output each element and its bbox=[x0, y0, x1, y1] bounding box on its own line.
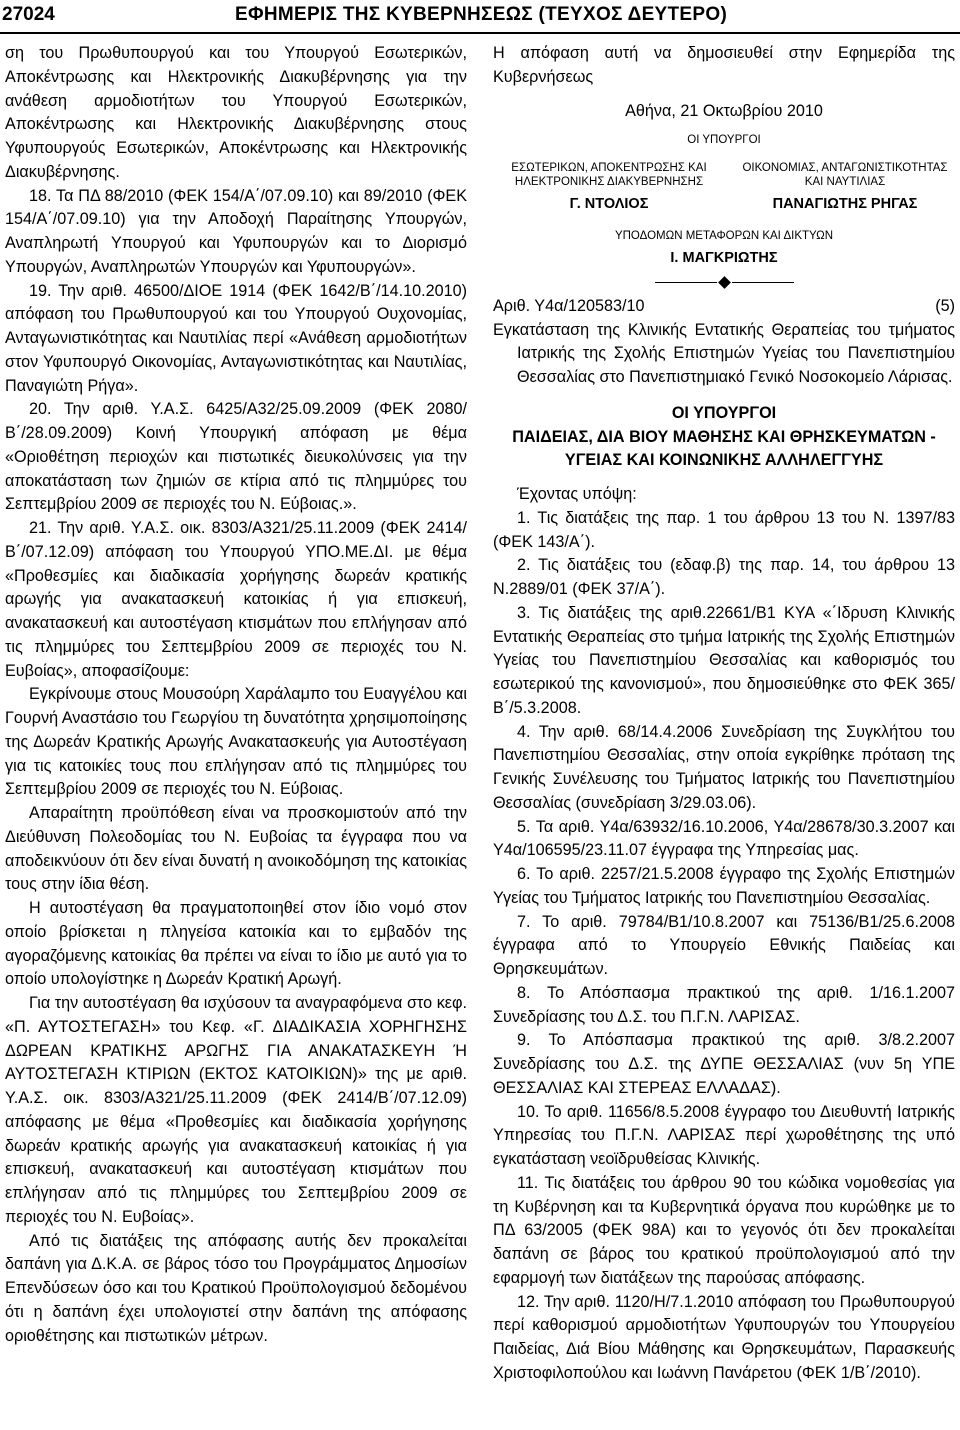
paragraph: ση του Πρωθυπουργού και του Υπουργού Εσωτερικών, Αποκέντρωσης και Ηλεκτρονικής Διακυβέρνησης για την ανάθεση αρμοδιοτήτων του Υπουργού Εσωτερικών, Αποκέντρωσης και Ηλεκτρονικής Διακυβέρνησης στους Υφυπουργούς Εσωτερικών, Αποκέντρωσης και Ηλεκτρονικής Διακυβέρνησης. bbox=[5, 44, 467, 181]
recital: 7. Το αριθ. 79784/Β1/10.8.2007 και 75136/Β1/25.6.2008 έγγραφα από το Υπουργείο Εθνικής Παιδείας και Θρησκευμάτων. bbox=[493, 912, 955, 978]
paragraph: 21. Την αριθ. Υ.Α.Σ. οικ. 8303/Α321/25.11.2009 (ΦΕΚ 2414/Β΄/07.12.09) απόφαση του Υπουργού ΥΠΟ.ΜΕ.ΔΙ. με θέμα «Προθεσμίες και διαδικασία χορήγησης δωρεάν κρατικής αρωγής για ανακατασκευή κατοικίας ή για επισκευή, ανακατασκευή και αυτοστέγαση κτισμάτων που επλήγησαν από τις πλημμύρες του Σεπτεμβρίου 2009 σε περιοχές του Ν. Ευβοίας», αποφασίζουμε: bbox=[5, 519, 467, 680]
recital: 11. Τις διατάξεις του άρθρου 90 του κώδικα νομοθεσίας για τη Κυβέρνηση και τα Κυβερνητικά όργανα που κυρώθηκε με το ΠΔ 63/2005 (ΦΕΚ 98Α) και το γεγονός ότι δεν προκαλείται δαπάνη σε βάρος του κρατικού προϋπολογισμού από την εφαρμογή των διατάξεων της παρούσας απόφασης. bbox=[493, 1173, 955, 1287]
page-header bbox=[0, 0, 960, 34]
place-date: Αθήνα, 21 Οκτωβρίου 2010 bbox=[625, 101, 823, 120]
signature-name: Ι. ΜΑΓΚΡΙΩΤΗΣ bbox=[670, 250, 778, 266]
publication-order: Η απόφαση αυτή να δημοσιευθεί στην Εφημερίδα της Κυβερνήσεως bbox=[493, 44, 955, 86]
recital: 4. Την αριθ. 68/14.4.2006 Συνεδρίαση της Συγκλήτου του Πανεπιστημίου Θεσσαλίας, στην οποία εγκρίθηκε πρόταση της Γενικής Συνέλευσης του Τμήματος Ιατρικής του Πανεπιστημίου Θεσσαλίας (συνεδρίαση 3/29.03.06). bbox=[493, 722, 955, 812]
left-column bbox=[5, 42, 467, 1348]
decision-number-row bbox=[493, 295, 955, 319]
recital: 3. Τις διατάξεις της αριθ.22661/Β1 ΚΥΑ «΄Ιδρυση Κλινικής Εντατικής Θεραπείας στο τμήμα Ιατρικής της Σχολής Επιστημών Υγείας του Πανεπιστημίου Θεσσαλίας και καθορισμός του εσωτερικού της κανονισμού», που δημοσιεύθηκε στο ΦΕΚ 365/Β΄/5.3.2008. bbox=[493, 603, 955, 717]
paragraph: Απαραίτητη προϋπόθεση είναι να προσκομιστούν από την Διεύθυνση Πολεοδομίας του Ν. Ευβοίας τα έγγραφα που να αποδεικνύουν ότι δεν είναι δυνατή η ανοικοδόμηση της κατοικίας τους στην ίδια θέση. bbox=[5, 804, 467, 894]
paragraph: Εγκρίνουμε στους Μουσούρη Χαράλαμπο του Ευαγγέλου και Γουρνή Αναστάσιο του Γεωργίου τη δυνατότητα χρησιμοποίησης της Δωρεάν Κρατικής Αρωγής Ανακατασκευής για Αυτοστέγαση για τις κατοικίες τους που επλήγησαν από τις πλημμύρες του Σεπτεμβρίου 2009 σε περιοχές του Ν. Εύβοιας. bbox=[5, 685, 467, 799]
recital: 8. Το Απόσπασμα πρακτικού της αριθ. 1/16.1.2007 Συνεδρίασης του Δ.Σ. του Π.Γ.Ν. ΛΑΡΙΣΑΣ. bbox=[493, 983, 955, 1026]
section-divider bbox=[493, 278, 955, 287]
recital: 1. Τις διατάξεις της παρ. 1 του άρθρου 13 του Ν. 1397/83 (ΦΕΚ 143/Α΄). bbox=[493, 508, 955, 551]
signatures-row bbox=[493, 161, 955, 217]
recital: 2. Τις διατάξεις του (εδαφ.β) της παρ. 14, του άρθρου 13 Ν.2889/01 (ΦΕΚ 37/Α΄). bbox=[493, 556, 955, 598]
page-number: 27024 bbox=[2, 4, 55, 25]
signature-economy bbox=[735, 161, 955, 217]
ministries-heading: ΠΑΙΔΕΙΑΣ, ΔΙΑ ΒΙΟΥ ΜΑΘΗΣΗΣ ΚΑΙ ΘΡΗΣΚΕΥΜΑΤΩΝ - ΥΓΕΙΑΣ ΚΑΙ ΚΟΙΝΩΝΙΚΗΣ ΑΛΛΗΛΕΓΓΥΗΣ bbox=[512, 427, 936, 470]
recital: 10. Το αριθ. 11656/8.5.2008 έγγραφο του Διευθυντή Ιατρικής Υπηρεσίας του Π.Γ.Ν. ΛΑΡΙΣΑΣ περί χωροθέτησης της υπό εγκατάσταση νεοϊδρυθείσας Κλινικής. bbox=[493, 1102, 955, 1168]
paragraph: Η αυτοστέγαση θα πραγματοποιηθεί στον ίδιο νομό στον οποίο βρίσκεται η πληγείσα κατοικία και το εμβαδόν της αγοραζόμενης κατοικίας θα πρέπει να είναι το ίδιο με αυτό για το οποίο υπολογίστηκε η Δωρεάν Κρατική Αρωγή. bbox=[5, 899, 467, 989]
signature-infrastructure bbox=[493, 229, 955, 271]
paragraph: Για την αυτοστέγαση θα ισχύσουν τα αναγραφόμενα στο κεφ. «Π. ΑΥΤΟΣΤΕΓΑΣΗ» του Κεφ. «Γ. ΔΙΑΔΙΚΑΣΙΑ ΧΟΡΗΓΗΣΗΣ ΔΩΡΕΑΝ ΚΡΑΤΙΚΗΣ ΑΡΩΓΗΣ ΓΙΑ ΑΝΑΚΑΤΑΣΚΕΥΗ Ή ΑΥΤΟΣΤΕΓΑΣΗ ΚΤΙΡΙΩΝ (ΕΚΤΟΣ ΚΑΤΟΙΚΙΩΝ)» της με αριθ. Υ.Α.Σ. οικ. 8303/Α321/25.11.2009 (ΦΕΚ 2414/Β΄/07.12.09) απόφασης με θέμα «Προθεσμίες και διαδικασία χορήγησης δωρεάν κρατικής αρωγής για ανακατασκευή κατοικίας ή για επισκευή, ανακατασκευή και αυτοστέγαση κτισμάτων που επλήγησαν από τις πλημμύρες του Σεπτεμβρίου 2009 σε περιοχές του Ν. Ευβοίας». bbox=[5, 994, 467, 1226]
paragraph: 18. Τα ΠΔ 88/2010 (ΦΕΚ 154/Α΄/07.09.10) και 89/2010 (ΦΕΚ 154/Α΄/07.09.10) για την Αποδοχή Παραίτησης Υπουργών, Αναπληρωτή Υπουργού και Υφυπουργών και το Διορισμό Υπουργών, Αναπληρωτών Υπουργών και Υφυπουργών». bbox=[5, 186, 467, 276]
decision-title: Εγκατάσταση της Κλινικής Εντατικής Θεραπείας του τμήματος Ιατρικής της Σχολής Επιστημών Υγείας του Πανεπιστημίου Θεσσαλίας στο Πανεπιστημιακό Γενικό Νοσοκομείο Λάρισας. bbox=[493, 320, 955, 386]
signature-title: ΕΣΩΤΕΡΙΚΩΝ, ΑΠΟΚΕΝΤΡΩΣΗΣ ΚΑΙ ΗΛΕΚΤΡΟΝΙΚΗΣ ΔΙΑΚΥΒΕΡΝΗΣΗΣ bbox=[511, 162, 707, 189]
paragraph: 19. Την αριθ. 46500/ΔΙΟΕ 1914 (ΦΕΚ 1642/Β΄/14.10.2010) απόφαση του Πρωθυπουργού και του Υπουργού Ουχονομίας, Ανταγωνιστικότητας και Ναυτιλίας περί «Ανάθεση αρμοδιοτήτων στον Υφυπουργό Οικονομίας, Ανταγωνιστικότητας και Ναυτιλίας, Παναγιώτη Ρήγα». bbox=[5, 281, 467, 395]
considering-label: Έχοντας υπόψη: bbox=[517, 485, 637, 503]
recital: 5. Τα αριθ. Υ4α/63932/16.10.2006, Υ4α/28678/30.3.2007 και Υ4α/106595/23.11.07 έγγραφα της Υπηρεσίας μας. bbox=[493, 817, 955, 860]
signature-interior bbox=[493, 161, 725, 217]
gazette-title: ΕΦΗΜΕΡΙΣ ΤΗΣ ΚΥΒΕΡΝΗΣΕΩΣ (ΤΕΥΧΟΣ ΔΕΥΤΕΡΟ) bbox=[235, 4, 728, 25]
signature-title: ΥΠΟΔΟΜΩΝ ΜΕΤΑΦΟΡΩΝ ΚΑΙ ΔΙΚΤΥΩΝ bbox=[614, 230, 834, 242]
paragraph: 20. Την αριθ. Υ.Α.Σ. 6425/Α32/25.09.2009 (ΦΕΚ 2080/Β΄/28.09.2009) Κοινή Υπουργική απόφαση με θέμα «Οριοθέτηση περιοχών και πιστωτικές διευκολύνσεις για την αποκατάσταση των ζημιών σε κτίρια από τις πλημμύρες του Σεπτεμβρίου 2009 σε περιοχές του Ν. Εύβοιας.». bbox=[5, 400, 467, 514]
signature-title: ΟΙΚΟΝΟΜΙΑΣ, ΑΝΤΑΓΩΝΙΣΤΙΚΟΤΗΤΑΣ ΚΑΙ ΝΑΥΤΙΛΙΑΣ bbox=[742, 162, 948, 189]
ministers-heading: ΟΙ ΥΠΟΥΡΓΟΙ bbox=[671, 403, 777, 422]
paragraph: Από τις διατάξεις της απόφασης αυτής δεν προκαλείται δαπάνη για Δ.Κ.Α. σε βάρος τόσο του Προγράμματος Δημοσίων Επενδύσεων όσο και του Κρατικού Προϋπολογισμού δεδομένου ότι η δαπάνη έχει υπολογιστεί στην δαπάνη της απόφασης οριοθέτησης και πιστωτικών μέτρων. bbox=[5, 1231, 467, 1345]
right-column bbox=[493, 42, 955, 1386]
signature-name: Γ. ΝΤΟΛΙΟΣ bbox=[569, 196, 649, 213]
recital: 9. Το Απόσπασμα πρακτικού της αριθ. 3/8.2.2007 Συνεδρίασης του Δ.Σ. της ΔΥΠΕ ΘΕΣΣΑΛΙΑΣ (νυν 5η ΥΠΕ ΘΕΣΣΑΛΙΑΣ ΚΑΙ ΣΤΕΡΕΑΣ ΕΛΛΑΔΑΣ). bbox=[493, 1031, 955, 1097]
decision-index: (5) bbox=[935, 296, 955, 315]
signature-name: ΠΑΝΑΓΙΩΤΗΣ ΡΗΓΑΣ bbox=[772, 196, 918, 213]
recital: 6. Το αριθ. 2257/21.5.2008 έγγραφο της Σχολής Επιστημών Υγείας του Τμήματος Ιατρικής του Πανεπιστημίου Θεσσαλίας. bbox=[493, 865, 955, 907]
recital: 12. Την αριθ. 1120/Η/7.1.2010 απόφαση του Πρωθυπουργού περί καθορισμού αρμοδιοτήτων Υφυπουργών του Υπουργείου Παιδείας, Διά Βίου Μάθησης και Θρησκευμάτων, Παρασκευής Χριστοφιλοπούλου και Ιωάννη Πανάρετου (ΦΕΚ 1/Β΄/2010). bbox=[493, 1292, 955, 1382]
decision-number: Αριθ. Υ4α/120583/10 bbox=[493, 296, 645, 315]
ministers-label: ΟΙ ΥΠΟΥΡΓΟΙ bbox=[687, 134, 761, 147]
